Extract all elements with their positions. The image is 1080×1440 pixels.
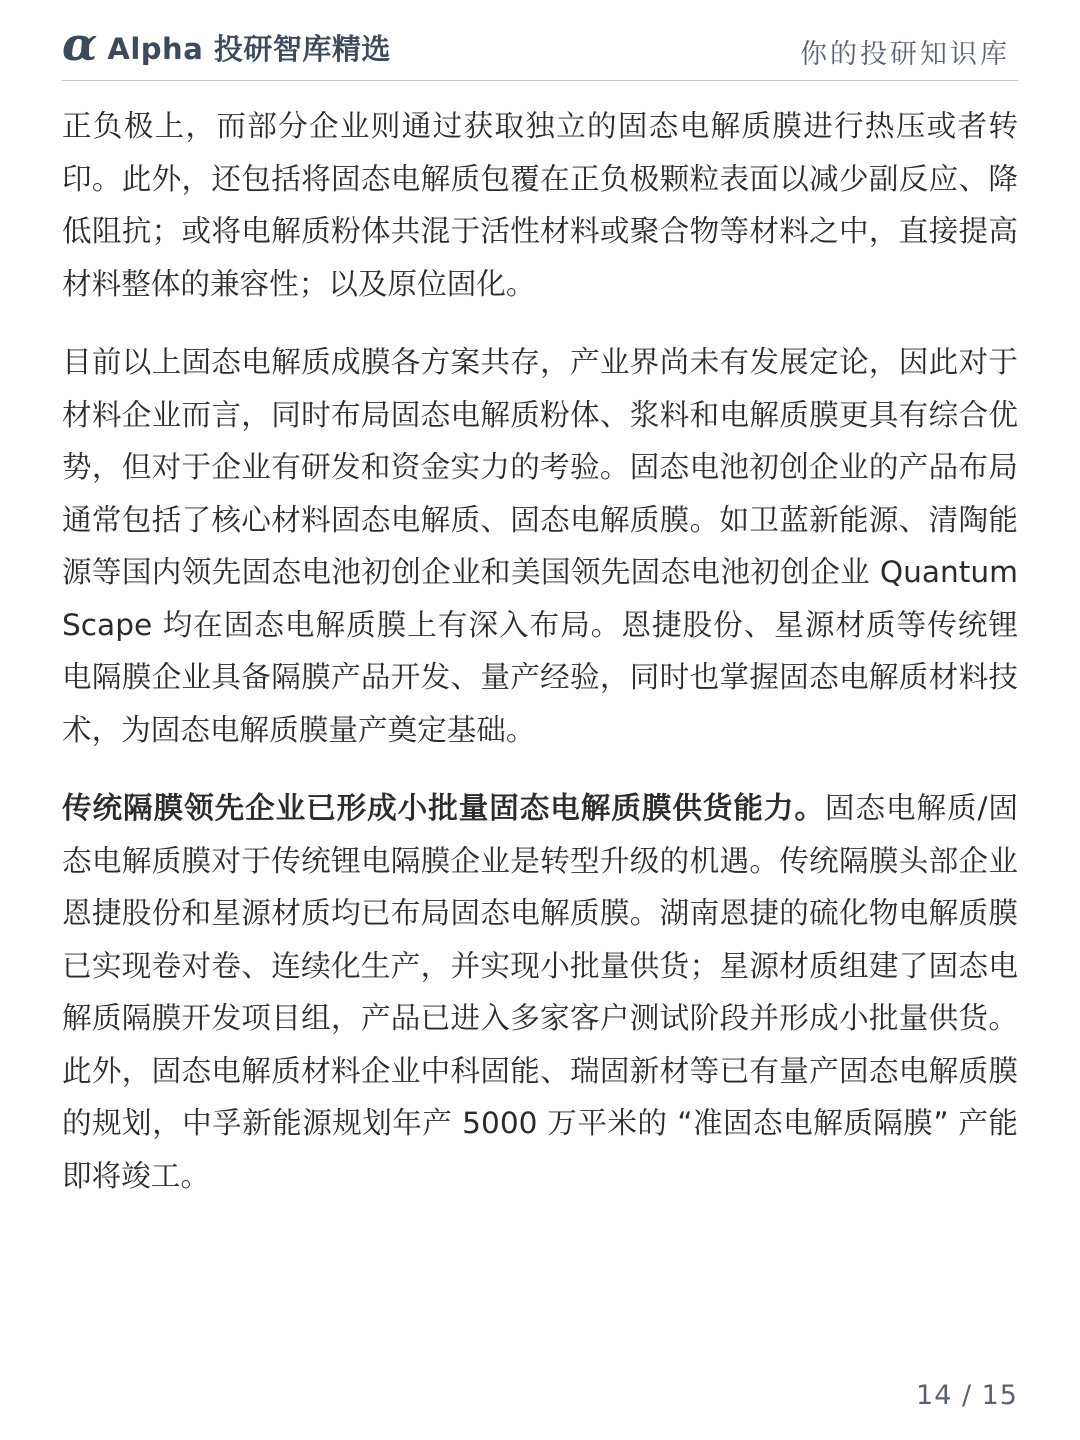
brand <box>62 17 391 72</box>
brand-name: Alpha 投研智库精选 <box>107 31 391 66</box>
paragraph-3 <box>62 782 1018 1202</box>
paragraph-2-text: 目前以上固态电解质成膜各方案共存，产业界尚未有发展定论，因此对于材料企业而言，同时布局固态电解质粉体、浆料和电解质膜更具有综合优势，但对于企业有研发和资金实力的考验。固态电池初创企业的产品布局通常包括了核心材料固态电解质、固态电解质膜。如卫蓝新能源、清陶能源等国内领先固态电池初创企业和美国领先固态电池初创企业 Quantum Scape 均在固态电解质膜上有深入布局。恩捷股份、星源材质等传统锂电隔膜企业具备隔膜产品开发、量产经验，同时也掌握固态电解质材料技术，为固态电解质膜量产奠定基础。 <box>62 345 1018 747</box>
paragraph-1 <box>62 100 1018 310</box>
header-tagline: 你的投研知识库 <box>800 39 1010 70</box>
alpha-logo-icon: α <box>62 17 98 71</box>
paragraph-3-lead: 传统隔膜领先企业已形成小批量固态电解质膜供货能力。 <box>62 791 825 825</box>
paragraph-2 <box>62 336 1018 756</box>
paragraph-1-text: 正负极上，而部分企业则通过获取独立的固态电解质膜进行热压或者转印。此外，还包括将固态电解质包覆在正负极颗粒表面以减少副反应、降低阻抗；或将电解质粉体共混于活性材料或聚合物等材料之中，直接提高材料整体的兼容性；以及原位固化。 <box>62 109 1018 301</box>
page-header <box>62 17 1018 81</box>
page-number: 14 / 15 <box>916 1380 1018 1411</box>
document-body <box>62 100 1018 1228</box>
paragraph-3-text: 固态电解质/固态电解质膜对于传统锂电隔膜企业是转型升级的机遇。传统隔膜头部企业恩捷股份和星源材质均已布局固态电解质膜。湖南恩捷的硫化物电解质膜已实现卷对卷、连续化生产，并实现小批量供货；星源材质组建了固态电解质隔膜开发项目组，产品已进入多家客户测试阶段并形成小批量供货。此外，固态电解质材料企业中科固能、瑞固新材等已有量产固态电解质膜的规划，中孚新能源规划年产 5000 万平米的 “准固态电解质隔膜” 产能即将竣工。 <box>62 791 1018 1193</box>
